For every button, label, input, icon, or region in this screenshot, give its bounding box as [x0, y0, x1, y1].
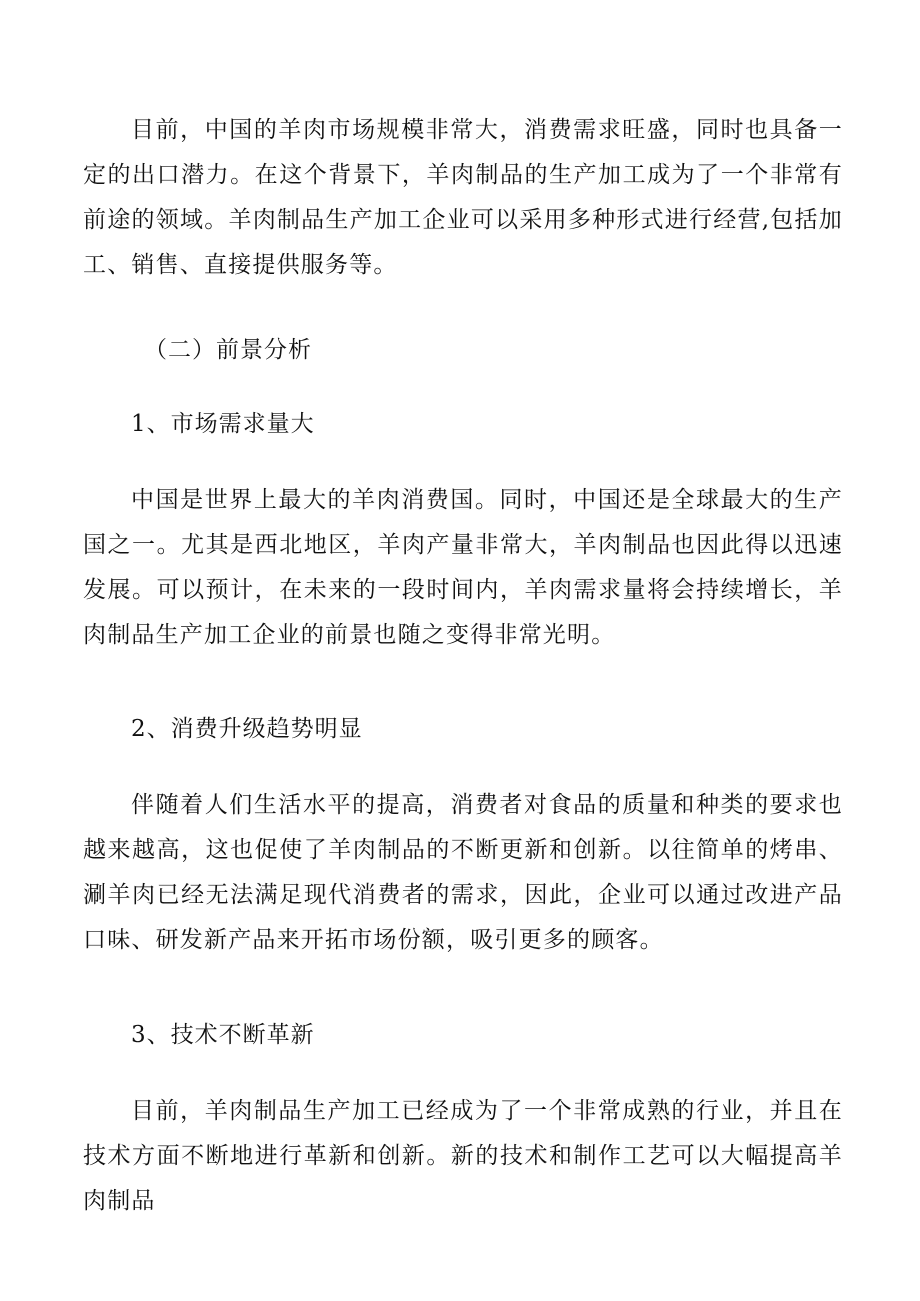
paragraph-intro: 目前，中国的羊肉市场规模非常大，消费需求旺盛，同时也具备一定的出口潜力。在这个背景下，羊肉制品的生产加工成为了一个非常有前途的领域。羊肉制品生产加工企业可以采用多种形式进行经营,包括加工、销售、直接提供服务等。 — [83, 117, 843, 278]
point1-body: 中国是世界上最大的羊肉消费国。同时，中国还是全球最大的生产国之一。尤其是西北地区，羊肉产量非常大，羊肉制品也因此得以迅速发展。可以预计，在未来的一段时间内，羊肉需求量将会持续增长，羊肉制品生产加工企业的前景也随之变得非常光明。 — [83, 487, 843, 648]
point3-heading: 3、技术不断革新 — [131, 1022, 315, 1048]
point1-heading: 1、市场需求量大 — [131, 411, 315, 437]
point3-body: 目前，羊肉制品生产加工已经成为了一个非常成熟的行业，并且在技术方面不断地进行革新和创新。新的技术和制作工艺可以大幅提高羊肉制品 — [83, 1098, 843, 1214]
point2-body: 伴随着人们生活水平的提高，消费者对食品的质量和种类的要求也越来越高，这也促使了羊肉制品的不断更新和创新。以往简单的烤串、涮羊肉已经无法满足现代消费者的需求，因此，企业可以通过改进产品口味、研发新产品来开拓市场份额，吸引更多的顾客。 — [83, 792, 843, 953]
section-heading: （二）前景分析 — [144, 337, 312, 363]
point2-heading: 2、消费升级趋势明显 — [131, 716, 363, 742]
